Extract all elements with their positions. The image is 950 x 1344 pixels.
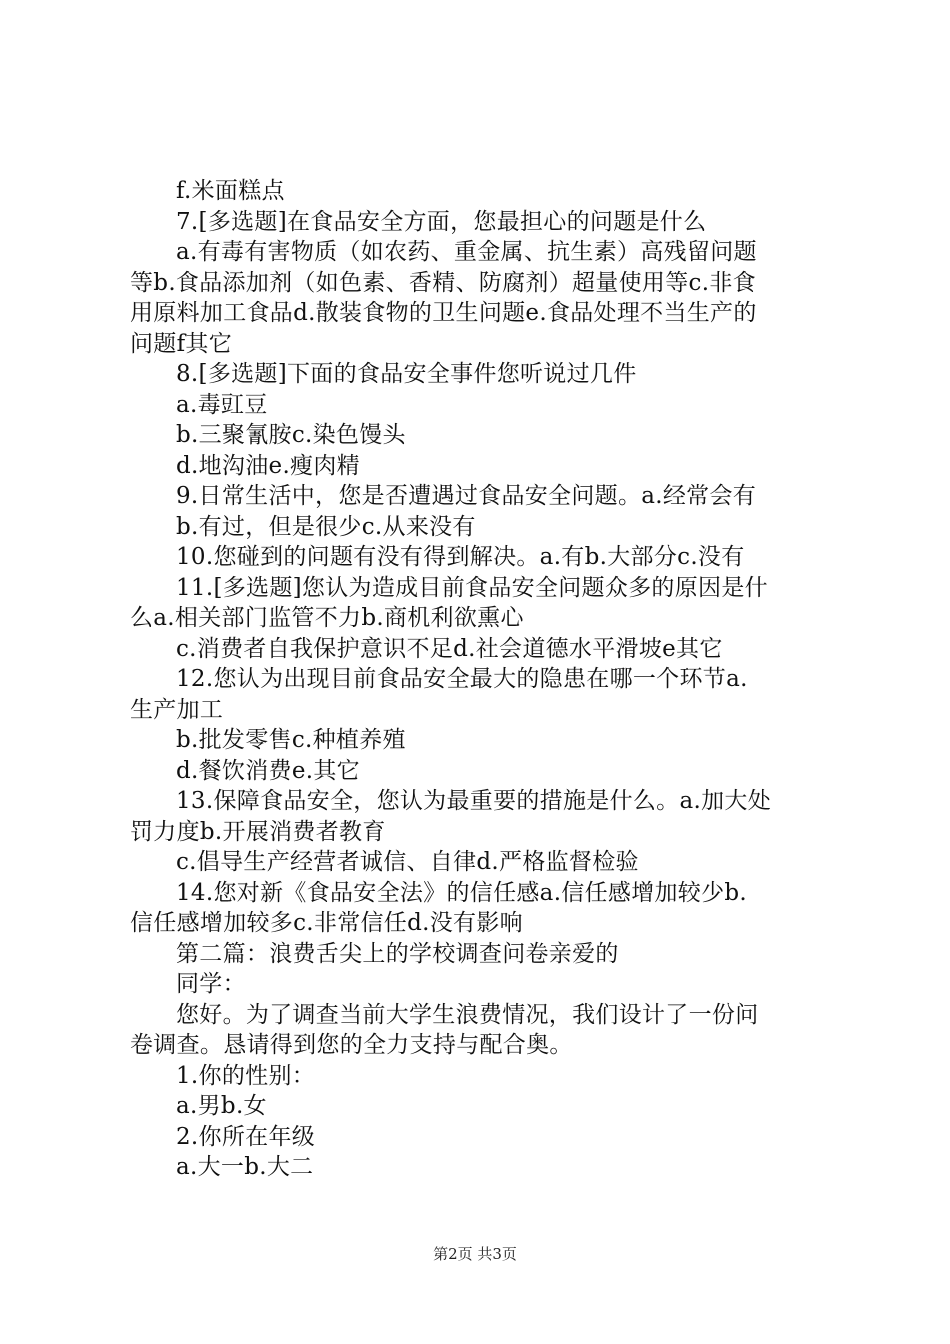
text-line: 1.你的性别：	[176, 1062, 316, 1089]
text-line: c.倡导生产经营者诚信、自律d.严格监督检验	[176, 849, 639, 875]
text-line: 卷调查。恳请得到您的全力支持与配合奥。	[130, 1032, 573, 1058]
text-line: 12.您认为出现目前食品安全最大的隐患在哪一个环节a.	[176, 666, 748, 692]
text-line: d.地沟油e.瘦肉精	[176, 452, 360, 479]
text-line: d.餐饮消费e.其它	[176, 757, 360, 784]
page-number: 第2页 共3页	[433, 1245, 517, 1263]
text-line: 同学：	[176, 971, 246, 997]
text-line: 14.您对新《食品安全法》的信任感a.信任感增加较少b.	[176, 879, 748, 906]
text-line: 信任感增加较多c.非常信任d.没有影响	[130, 910, 523, 936]
text-line: c.消费者自我保护意识不足d.社会道德水平滑坡e其它	[176, 635, 723, 662]
text-line: 7.[多选题]在食品安全方面，您最担心的问题是什么	[176, 208, 707, 235]
text-line: 8.[多选题]下面的食品安全事件您听说过几件	[176, 361, 637, 387]
text-line: 11.[多选题]您认为造成目前食品安全问题众多的原因是什	[176, 574, 768, 601]
text-line: 您好。为了调查当前大学生浪费情况，我们设计了一份问	[176, 1001, 759, 1028]
text-line: b.三聚氰胺c.染色馒头	[176, 422, 406, 448]
text-line: 问题f其它	[130, 330, 233, 357]
text-line: 用原料加工食品d.散装食物的卫生问题e.食品处理不当生产的	[130, 300, 757, 326]
text-line: a.毒豇豆	[176, 391, 268, 418]
text-line: 罚力度b.开展消费者教育	[130, 818, 386, 845]
text-line: a.大一b.大二	[176, 1154, 314, 1180]
text-line: f.米面糕点	[176, 178, 285, 204]
text-line: 么a.相关部门监管不力b.商机利欲熏心	[130, 605, 524, 631]
text-line: 9.日常生活中，您是否遭遇过食品安全问题。a.经常会有	[176, 483, 757, 509]
text-line: 生产加工	[130, 696, 224, 723]
text-line: 等b.食品添加剂（如色素、香精、防腐剂）超量使用等c.非食	[130, 269, 756, 296]
text-line: 第二篇：浪费舌尖上的学校调查问卷亲爱的	[176, 940, 619, 967]
text-line: 10.您碰到的问题有没有得到解决。a.有b.大部分c.没有	[176, 544, 745, 570]
text-line: a.男b.女	[176, 1093, 267, 1119]
document-body	[130, 176, 830, 1183]
text-line: b.有过，但是很少c.从来没有	[176, 513, 476, 540]
text-line: b.批发零售c.种植养殖	[176, 727, 406, 753]
text-line: 13.保障食品安全，您认为最重要的措施是什么。a.加大处	[176, 788, 772, 814]
text-line: 2.你所在年级	[176, 1123, 316, 1150]
page-footer	[0, 1244, 950, 1264]
text-line: a.有毒有害物质（如农药、重金属、抗生素）高残留问题	[176, 239, 757, 265]
